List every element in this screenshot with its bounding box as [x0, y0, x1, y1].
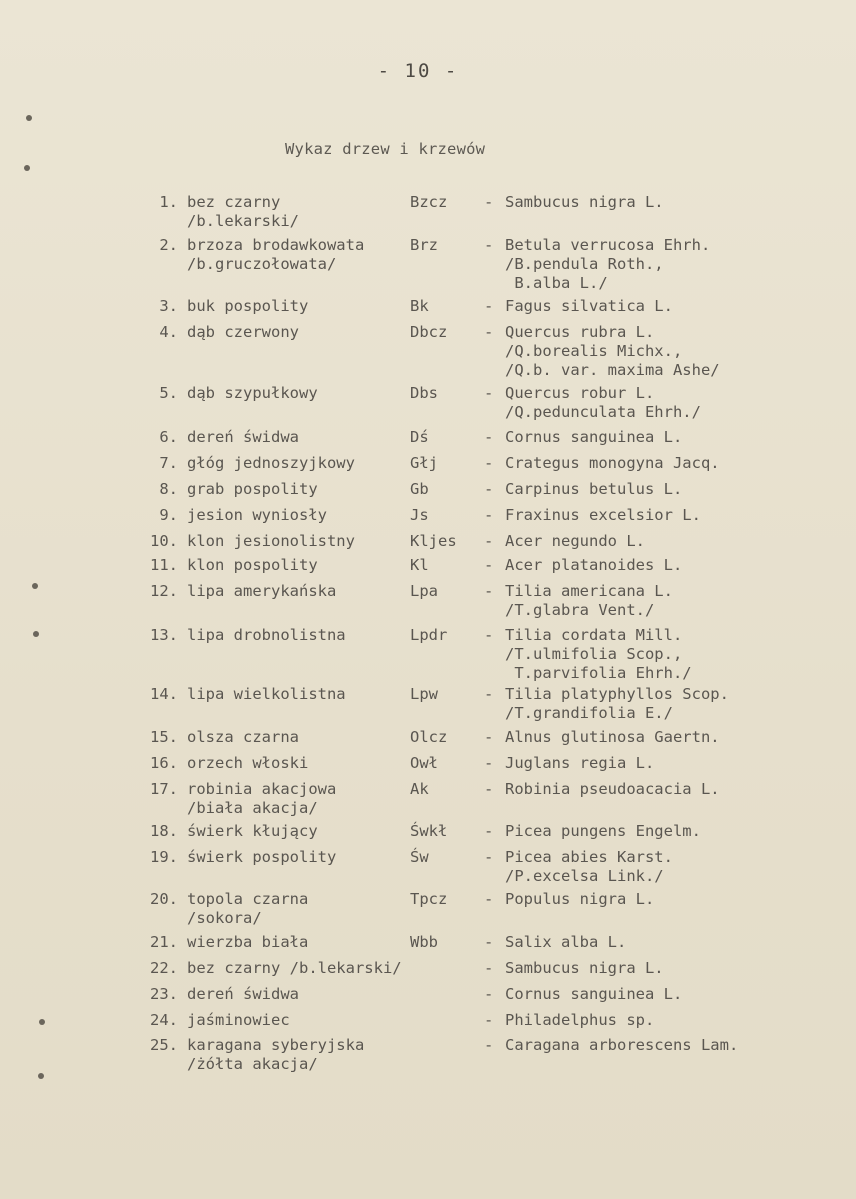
entry-number: 5. — [159, 384, 178, 402]
abbreviation: Lpa — [410, 582, 438, 600]
polish-name: dąb czerwony — [187, 323, 299, 341]
entry-number: 7. — [159, 454, 178, 472]
punch-hole — [39, 1019, 45, 1025]
punch-hole — [33, 631, 39, 637]
entry-number: 25. — [150, 1036, 178, 1054]
abbreviation: Gb — [410, 480, 429, 498]
polish-name: olsza czarna — [187, 728, 299, 746]
entry-number: 19. — [150, 848, 178, 866]
entry-number: 2. — [159, 236, 178, 254]
abbreviation: Brz — [410, 236, 438, 254]
polish-name: grab pospolity — [187, 480, 318, 498]
polish-name: świerk pospolity — [187, 848, 337, 866]
separator-dash: - — [484, 532, 494, 550]
entry-number: 15. — [150, 728, 178, 746]
latin-name: Populus nigra L. — [505, 890, 655, 908]
latin-name: Crategus monogyna Jacq. — [505, 454, 720, 472]
entry-number: 18. — [150, 822, 178, 840]
entry-number: 22. — [150, 959, 178, 977]
entry-number: 21. — [150, 933, 178, 951]
latin-name: Sambucus nigra L. — [505, 959, 664, 977]
separator-dash: - — [484, 1036, 494, 1054]
polish-name: klon pospolity — [187, 556, 318, 574]
latin-name: Tilia cordata Mill. /T.ulmifolia Scop., T.parvifolia Ehrh./ — [505, 626, 692, 682]
entry-number: 6. — [159, 428, 178, 446]
polish-name: świerk kłujący — [187, 822, 318, 840]
latin-name: Quercus rubra L. /Q.borealis Michx., /Q.b. var. maxima Ashe/ — [505, 323, 720, 379]
separator-dash: - — [484, 428, 494, 446]
polish-name: lipa drobnolistna — [187, 626, 346, 644]
latin-name: Acer platanoides L. — [505, 556, 683, 574]
entry-number: 3. — [159, 297, 178, 315]
separator-dash: - — [484, 582, 494, 600]
latin-name: Sambucus nigra L. — [505, 193, 664, 211]
separator-dash: - — [484, 480, 494, 498]
separator-dash: - — [484, 506, 494, 524]
abbreviation: Owł — [410, 754, 438, 772]
polish-name: buk pospolity — [187, 297, 309, 315]
polish-name: dereń świdwa — [187, 985, 299, 1003]
page-title: Wykaz drzew i krzewów — [285, 140, 486, 158]
separator-dash: - — [484, 236, 494, 254]
entry-number: 12. — [150, 582, 178, 600]
entry-number: 8. — [159, 480, 178, 498]
latin-name: Alnus glutinosa Gaertn. — [505, 728, 720, 746]
abbreviation: Dbcz — [410, 323, 448, 341]
punch-hole — [26, 115, 32, 121]
latin-name: Betula verrucosa Ehrh. /B.pendula Roth., B.alba L./ — [505, 236, 711, 292]
abbreviation: Głj — [410, 454, 438, 472]
latin-name: Tilia platyphyllos Scop. /T.grandifolia E./ — [505, 685, 729, 722]
latin-name: Fraxinus excelsior L. — [505, 506, 701, 524]
entry-number: 1. — [159, 193, 178, 211]
separator-dash: - — [484, 985, 494, 1003]
polish-name: bez czarny /b.lekarski/ — [187, 193, 299, 230]
separator-dash: - — [484, 297, 494, 315]
separator-dash: - — [484, 959, 494, 977]
latin-name: Salix alba L. — [505, 933, 627, 951]
separator-dash: - — [484, 848, 494, 866]
polish-name: bez czarny /b.lekarski/ — [187, 959, 402, 977]
entry-number: 20. — [150, 890, 178, 908]
separator-dash: - — [484, 193, 494, 211]
abbreviation: Św — [410, 848, 429, 866]
polish-name: głóg jednoszyjkowy — [187, 454, 355, 472]
latin-name: Tilia americana L. /T.glabra Vent./ — [505, 582, 673, 619]
entry-number: 10. — [150, 532, 178, 550]
polish-name: topola czarna /sokora/ — [187, 890, 309, 927]
polish-name: dąb szypułkowy — [187, 384, 318, 402]
separator-dash: - — [484, 685, 494, 703]
entry-number: 17. — [150, 780, 178, 798]
polish-name: karagana syberyjska /żółta akacja/ — [187, 1036, 365, 1073]
latin-name: Philadelphus sp. — [505, 1011, 655, 1029]
abbreviation: Kl — [410, 556, 429, 574]
abbreviation: Tpcz — [410, 890, 448, 908]
separator-dash: - — [484, 728, 494, 746]
separator-dash: - — [484, 323, 494, 341]
abbreviation: Śwkł — [410, 822, 448, 840]
separator-dash: - — [484, 626, 494, 644]
punch-hole — [32, 583, 38, 589]
polish-name: robinia akacjowa /biała akacja/ — [187, 780, 337, 817]
separator-dash: - — [484, 822, 494, 840]
entry-number: 4. — [159, 323, 178, 341]
entry-number: 9. — [159, 506, 178, 524]
polish-name: orzech włoski — [187, 754, 309, 772]
latin-name: Carpinus betulus L. — [505, 480, 683, 498]
punch-hole — [24, 165, 30, 171]
latin-name: Fagus silvatica L. — [505, 297, 673, 315]
abbreviation: Ak — [410, 780, 429, 798]
abbreviation: Bk — [410, 297, 429, 315]
entry-number: 11. — [150, 556, 178, 574]
latin-name: Picea abies Karst. /P.excelsa Link./ — [505, 848, 673, 885]
abbreviation: Wbb — [410, 933, 438, 951]
polish-name: brzoza brodawkowata /b.gruczołowata/ — [187, 236, 365, 273]
abbreviation: Js — [410, 506, 429, 524]
separator-dash: - — [484, 454, 494, 472]
page-number: - 10 - — [377, 60, 459, 82]
abbreviation: Olcz — [410, 728, 448, 746]
abbreviation: Lpw — [410, 685, 438, 703]
abbreviation: Dbs — [410, 384, 438, 402]
polish-name: dereń świdwa — [187, 428, 299, 446]
entry-number: 13. — [150, 626, 178, 644]
polish-name: klon jesionolistny — [187, 532, 355, 550]
polish-name: jesion wyniosły — [187, 506, 327, 524]
separator-dash: - — [484, 384, 494, 402]
latin-name: Robinia pseudoacacia L. — [505, 780, 720, 798]
polish-name: wierzba biała — [187, 933, 309, 951]
abbreviation: Lpdr — [410, 626, 448, 644]
entry-number: 16. — [150, 754, 178, 772]
latin-name: Juglans regia L. — [505, 754, 655, 772]
polish-name: lipa amerykańska — [187, 582, 337, 600]
abbreviation: Dś — [410, 428, 429, 446]
latin-name: Quercus robur L. /Q.pedunculata Ehrh./ — [505, 384, 701, 421]
latin-name: Cornus sanguinea L. — [505, 985, 683, 1003]
entry-number: 14. — [150, 685, 178, 703]
separator-dash: - — [484, 890, 494, 908]
separator-dash: - — [484, 1011, 494, 1029]
latin-name: Caragana arborescens Lam. — [505, 1036, 739, 1054]
polish-name: jaśminowiec — [187, 1011, 290, 1029]
separator-dash: - — [484, 556, 494, 574]
punch-hole — [38, 1073, 44, 1079]
polish-name: lipa wielkolistna — [187, 685, 346, 703]
abbreviation: Bzcz — [410, 193, 448, 211]
separator-dash: - — [484, 754, 494, 772]
abbreviation: Kljes — [410, 532, 457, 550]
latin-name: Picea pungens Engelm. — [505, 822, 701, 840]
entry-number: 24. — [150, 1011, 178, 1029]
separator-dash: - — [484, 933, 494, 951]
latin-name: Cornus sanguinea L. — [505, 428, 683, 446]
separator-dash: - — [484, 780, 494, 798]
entry-number: 23. — [150, 985, 178, 1003]
latin-name: Acer negundo L. — [505, 532, 645, 550]
